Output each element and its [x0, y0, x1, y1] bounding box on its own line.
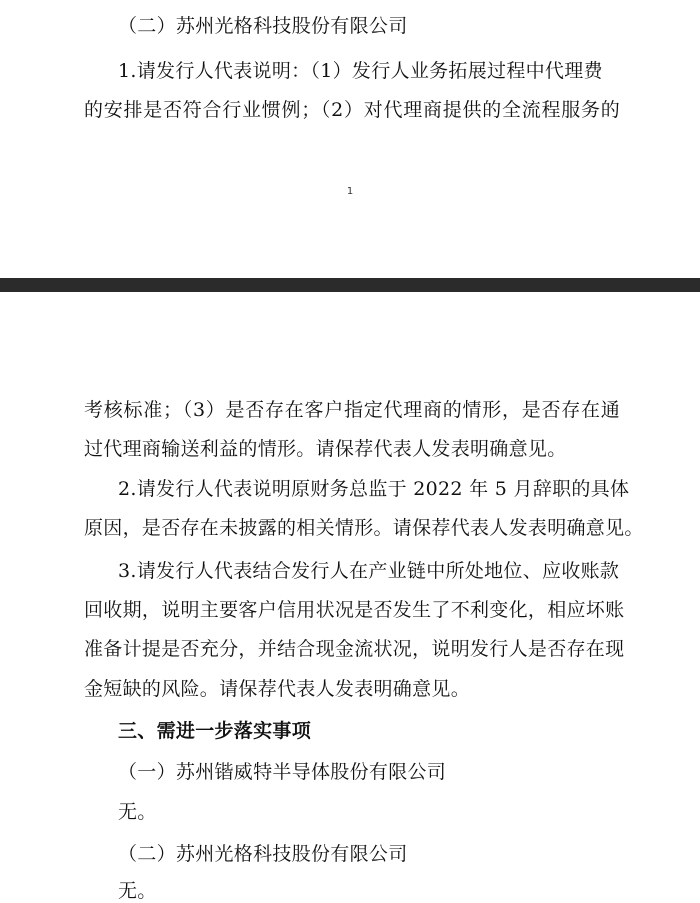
question-1-line: 1.请发行人代表说明：（1）发行人业务拓展过程中代理费 — [118, 60, 603, 82]
document-page-1 — [0, 0, 700, 278]
none-text: 无。 — [118, 801, 157, 823]
company-subheading: （二）苏州光格科技股份有限公司 — [118, 843, 408, 865]
question-3-line: 金短缺的风险。请保荐代表人发表明确意见。 — [84, 678, 471, 700]
question-3-line: 3.请发行人代表结合发行人在产业链中所处地位、应收账款 — [118, 560, 620, 582]
company-subheading: （二）苏州光格科技股份有限公司 — [118, 15, 408, 37]
none-text: 无。 — [118, 880, 157, 902]
question-1-line: 考核标准；（3）是否存在客户指定代理商的情形，是否存在通 — [84, 399, 620, 421]
page-number: 1 — [346, 186, 354, 197]
company-subheading: （一）苏州锴威特半导体股份有限公司 — [118, 761, 447, 783]
question-2-line: 原因，是否存在未披露的相关情形。请保荐代表人发表明确意见。 — [84, 517, 644, 539]
page-separator — [0, 278, 700, 292]
question-3-line: 回收期，说明主要客户信用状况是否发生了不利变化，相应坏账 — [84, 599, 625, 621]
question-1-line: 过代理商输送利益的情形。请保荐代表人发表明确意见。 — [84, 438, 567, 460]
question-1-line: 的安排是否符合行业惯例；（2）对代理商提供的全流程服务的 — [84, 99, 620, 121]
question-3-line: 准备计提是否充分，并结合现金流状况，说明发行人是否存在现 — [84, 638, 625, 660]
section-heading: 三、需进一步落实事项 — [118, 720, 312, 742]
question-2-line: 2.请发行人代表说明原财务总监于 2022 年 5 月辞职的具体 — [118, 478, 630, 500]
